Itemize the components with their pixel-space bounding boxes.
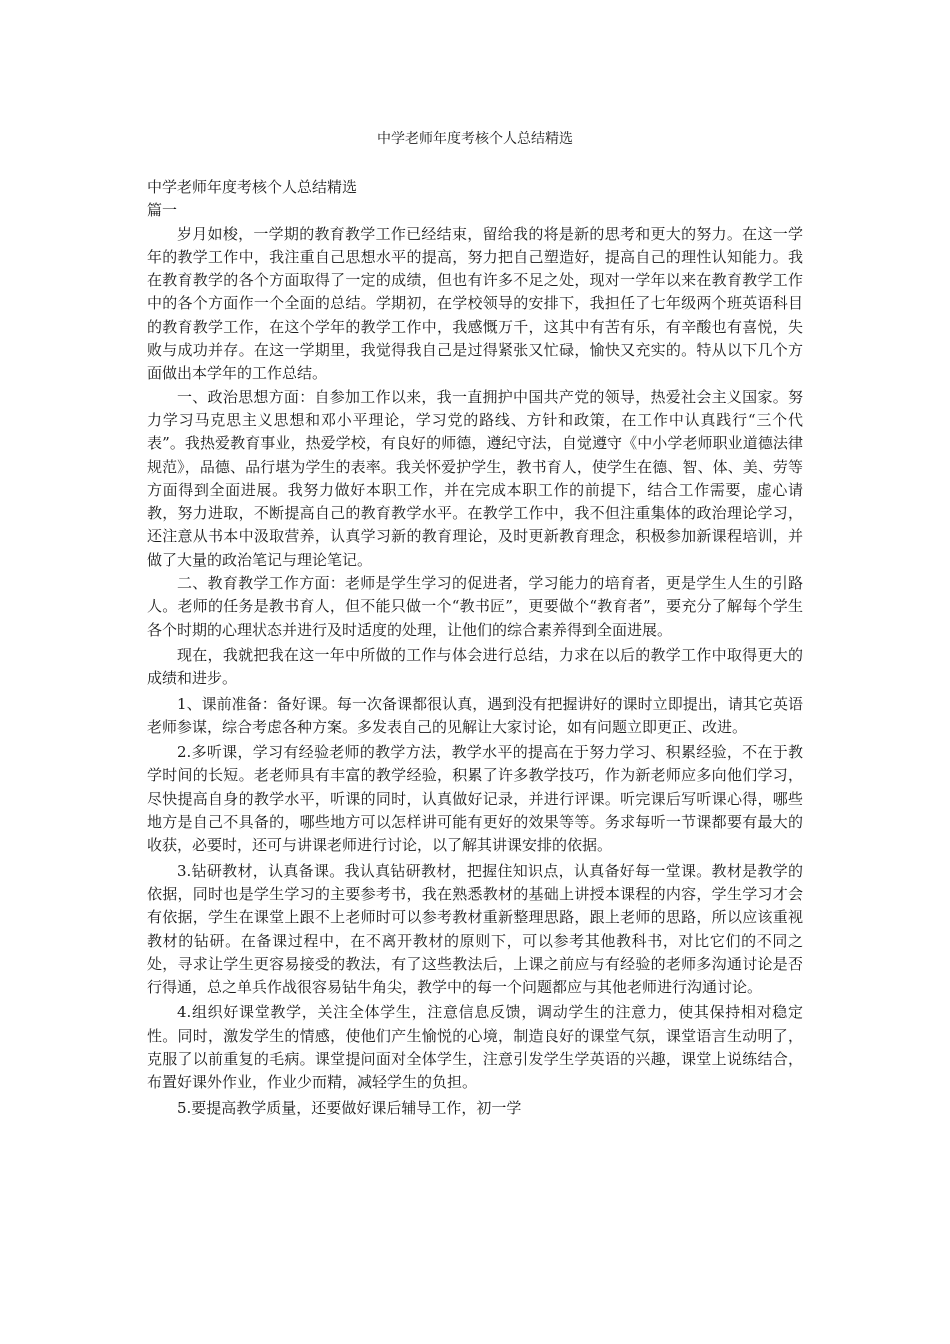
section-label: 篇一 <box>147 201 178 220</box>
paragraph-political: 一、政治思想方面：自参加工作以来，我一直拥护中国共产党的领导，热爱社会主义国家。努力学习马克思主义思想和邓小平理论，学习党的路线、方针和政策，在工作中认真践行“三个代表”。我热爱教育事业，热爱学校，有良好的师德，遵纪守法，自觉遵守《中小学老师职业道德法律规范》，品德、品行堪为学生的表率。我关怀爱护学生，教书育人，使学生在德、智、体、美、劳等方面得到全面进展。我努力做好本职工作，并在完成本职工作的前提下，结合工作需要，虚心请教，努力进取，不断提高自己的教育教学水平。在教学工作中，我不但注重集体的政治理论学习，还注意从书本中汲取营养，认真学习新的教育理论，及时更新教育理念，积极参加新课程培训，并做了大量的政治笔记与理论笔记。 <box>147 387 803 569</box>
paragraph-item-3: 3.钻研教材，认真备课。我认真钻研教材，把握住知识点，认真备好每一堂课。教材是教学的依据，同时也是学生学习的主要参考书，我在熟悉教材的基础上讲授本课程的内容，学生学习才会有依据，学生在课堂上跟不上老师时可以参考教材重新整理思路，跟上老师的思路，所以应该重视教材的钻研。在备课过程中，在不离开教材的原则下，可以参考其他教科书，对比它们的不同之处，寻求让学生更容易接受的教法，有了这些教法后，上课之前应与有经验的老师多沟通讨论是否行得通，总之单兵作战很容易钻牛角尖，教学中的每一个问题都应与其他老师进行沟通讨论。 <box>147 861 803 997</box>
document-subtitle: 中学老师年度考核个人总结精选 <box>147 178 358 196</box>
document-body <box>147 176 803 1120</box>
paragraph-item-5: 5.要提高教学质量，还要做好课后辅导工作，初一学 <box>177 1098 522 1117</box>
paragraph-intro: 岁月如梭，一学期的教育教学工作已经结束，留给我的将是新的思考和更大的努力。在这一学年的教学工作中，我注重自己思想水平的提高，努力把自己塑造好，提高自己的理性认知能力。我在教育教学的各个方面取得了一定的成绩，但也有许多不足之处，现对一学年以来在教育教学工作中的各个方面作一个全面的总结。学期初，在学校领导的安排下，我担任了七年级两个班英语科目的教育教学工作，在这个学年的教学工作中，我感慨万千，这其中有苦有乐，有辛酸也有喜悦，失败与成功并存。在这一学期里，我觉得我自己是过得紧张又忙碌，愉快又充实的。特从以下几个方面做出本学年的工作总结。 <box>147 224 803 383</box>
paragraph-item-4: 4.组织好课堂教学，关注全体学生，注意信息反馈，调动学生的注意力，使其保持相对稳定性。同时，激发学生的情感，使他们产生愉悦的心境，制造良好的课堂气氛，课堂语言生动明了，克服了以前重复的毛病。课堂提问面对全体学生，注意引发学生学英语的兴趣，课堂上说练结合，布置好课外作业，作业少而精，减轻学生的负担。 <box>147 1003 803 1092</box>
paragraph-teaching: 二、教育教学工作方面：老师是学生学习的促进者，学习能力的培育者，更是学生人生的引路人。老师的任务是教书育人，但不能只做一个“教书匠”，更要做个“教育者”，要充分了解每个学生各个时期的心理状态并进行及时适度的处理，让他们的综合素养得到全面进展。 <box>147 574 803 639</box>
paragraph-summary: 现在，我就把我在这一年中所做的工作与体会进行总结，力求在以后的教学工作中取得更大的成绩和进步。 <box>147 645 803 688</box>
document-title: 中学老师年度考核个人总结精选 <box>377 131 573 147</box>
paragraph-item-2: 2.多听课，学习有经验老师的教学方法，教学水平的提高在于努力学习、积累经验，不在于教学时间的长短。老老师具有丰富的教学经验，积累了许多教学技巧，作为新老师应多向他们学习，尽快提高自身的教学水平，听课的同时，认真做好记录，并进行评课。听完课后写听课心得，哪些地方是自己不具备的，哪些地方可以怎样讲可能有更好的效果等等。务求每听一节课都要有最大的收获，必要时，还可与讲课老师进行讨论，以了解其讲课安排的依据。 <box>147 743 803 855</box>
paragraph-item-1: 1、课前准备：备好课。每一次备课都很认真，遇到没有把握讲好的课时立即提出，请其它英语老师参谋，综合考虑各种方案。多发表自己的见解让大家讨论，如有问题立即更正、改进。 <box>147 694 803 736</box>
